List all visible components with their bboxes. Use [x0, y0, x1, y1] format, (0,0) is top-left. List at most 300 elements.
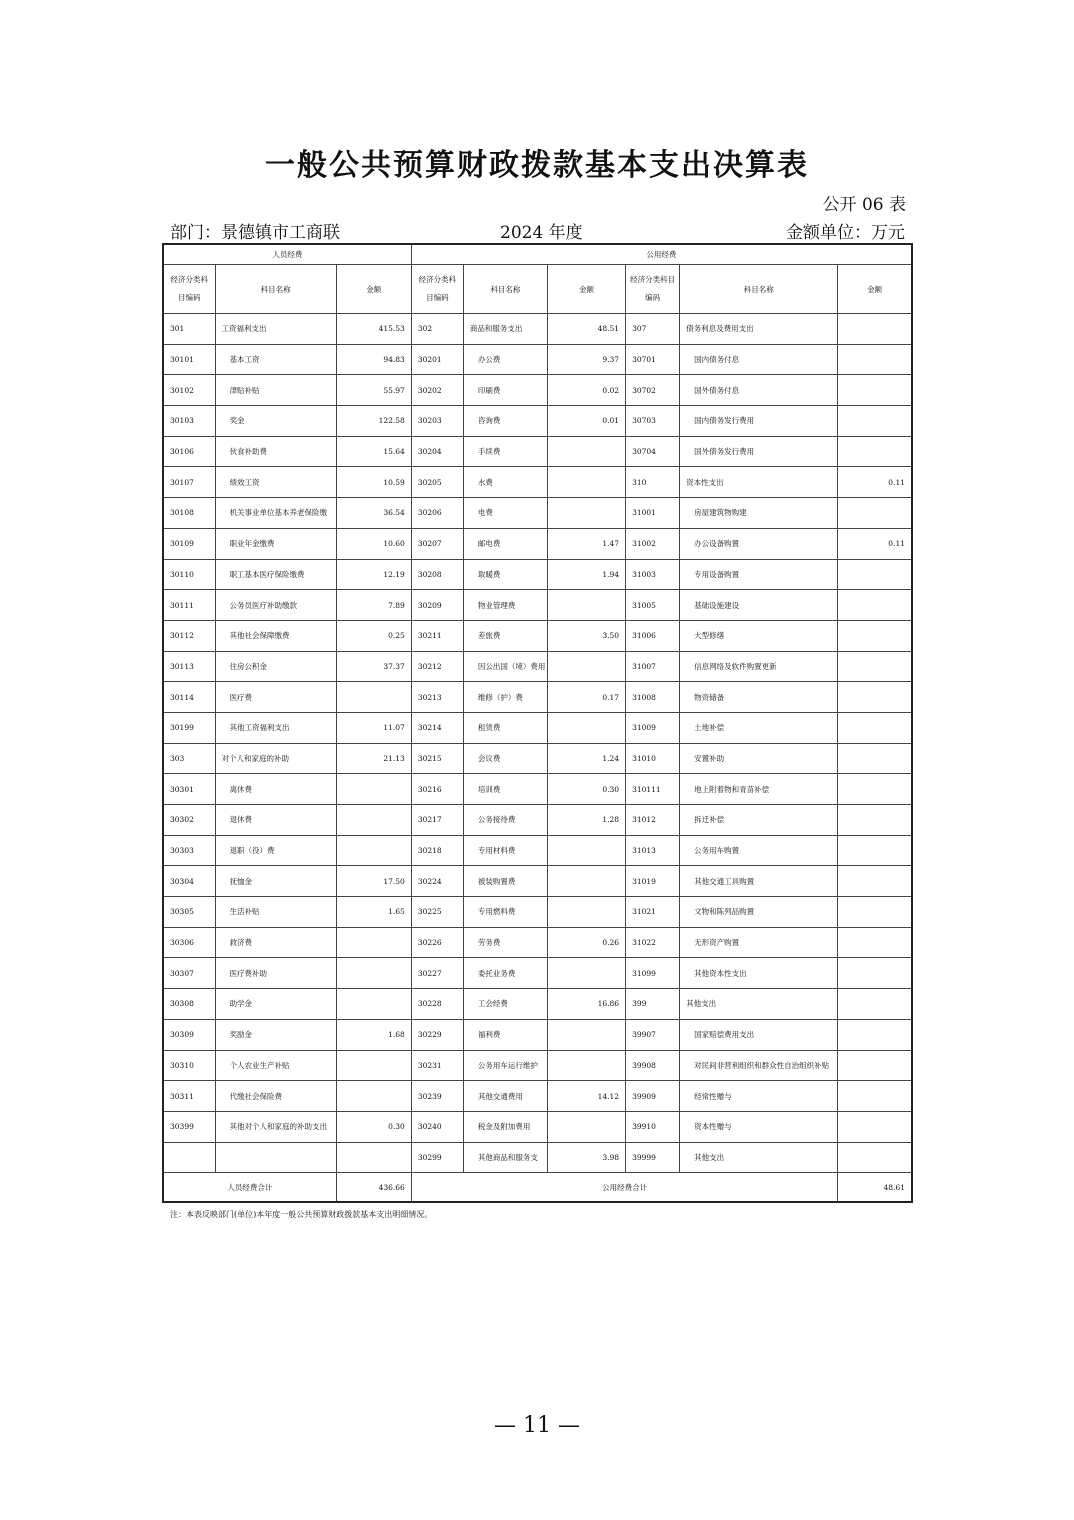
- row-name-public-a: 会议费: [463, 743, 547, 774]
- table-row: [163, 651, 912, 682]
- row-name-public-a: 培训费: [463, 774, 547, 805]
- row-amount-public-a: 3.98: [547, 1142, 625, 1173]
- row-code-public-b: 31013: [626, 835, 680, 866]
- row-amount-public-b: [838, 1142, 912, 1173]
- row-amount-personnel: 55.97: [336, 375, 411, 406]
- row-name-public-a: 商品和服务支出: [463, 314, 547, 345]
- col-header-name: 科目名称: [215, 265, 336, 314]
- table-row: [163, 498, 912, 529]
- row-code-public-b: 31022: [626, 927, 680, 958]
- row-code-public-a: 30206: [411, 498, 463, 529]
- row-name-public-b: 办公设备购置: [680, 528, 838, 559]
- row-code-personnel: 30101: [163, 344, 215, 375]
- row-amount-public-b: [838, 559, 912, 590]
- row-code-public-a: 30209: [411, 590, 463, 621]
- row-code-public-b: 30703: [626, 406, 680, 437]
- row-name-public-b: 文物和陈列品购置: [680, 897, 838, 928]
- row-name-public-b: 国外债务付息: [680, 375, 838, 406]
- fiscal-year-label: 2024 年度: [500, 223, 583, 243]
- row-name-personnel: 医疗费: [215, 682, 336, 713]
- table-row: [163, 682, 912, 713]
- row-code-public-a: 30205: [411, 467, 463, 498]
- row-code-personnel: 30308: [163, 989, 215, 1020]
- row-amount-public-a: [547, 436, 625, 467]
- row-name-public-a: 因公出国（境）费用: [463, 651, 547, 682]
- total-personnel-value: 436.66: [336, 1173, 411, 1203]
- row-name-personnel: 伙食补助费: [215, 436, 336, 467]
- row-code-public-b: 39908: [626, 1050, 680, 1081]
- row-name-personnel: 公务员医疗补助缴款: [215, 590, 336, 621]
- row-code-public-b: 31001: [626, 498, 680, 529]
- col-header-code: 经济分类科目编码: [411, 265, 463, 314]
- row-code-public-b: 31006: [626, 620, 680, 651]
- amount-unit-label: 金额单位：万元: [786, 223, 905, 243]
- row-amount-personnel: 15.64: [336, 436, 411, 467]
- row-amount-public-a: 14.12: [547, 1081, 625, 1112]
- form-number: 公开 06 表: [822, 195, 906, 215]
- row-name-public-b: 土地补偿: [680, 712, 838, 743]
- table-row: [163, 835, 912, 866]
- row-name-personnel: 其他社会保障缴费: [215, 620, 336, 651]
- row-name-public-b: 大型修缮: [680, 620, 838, 651]
- row-amount-public-b: [838, 897, 912, 928]
- row-name-public-b: 国外债务发行费用: [680, 436, 838, 467]
- row-name-public-a: 公务接待费: [463, 805, 547, 836]
- row-amount-public-a: 1.28: [547, 805, 625, 836]
- total-personnel-label: 人员经费合计: [163, 1173, 336, 1203]
- row-code-public-b: 399: [626, 989, 680, 1020]
- row-code-personnel: [163, 1142, 215, 1173]
- row-code-public-b: 30701: [626, 344, 680, 375]
- row-amount-public-a: 0.26: [547, 927, 625, 958]
- row-code-public-a: 30224: [411, 866, 463, 897]
- table-row: [163, 406, 912, 437]
- row-name-personnel: 代缴社会保险费: [215, 1081, 336, 1112]
- row-name-public-b: 地上附着物和青苗补偿: [680, 774, 838, 805]
- row-name-public-a: 专用燃料费: [463, 897, 547, 928]
- row-amount-public-a: 0.30: [547, 774, 625, 805]
- row-code-public-a: 30214: [411, 712, 463, 743]
- row-name-public-b: 其他资本性支出: [680, 958, 838, 989]
- row-amount-public-b: [838, 1019, 912, 1050]
- row-amount-public-a: [547, 866, 625, 897]
- row-code-public-a: 30211: [411, 620, 463, 651]
- col-header-name: 科目名称: [463, 265, 547, 314]
- table-row: [163, 436, 912, 467]
- row-amount-public-a: [547, 1111, 625, 1142]
- row-name-public-b: 经常性赠与: [680, 1081, 838, 1112]
- row-code-personnel: 30113: [163, 651, 215, 682]
- table-row: [163, 375, 912, 406]
- row-name-personnel: 职工基本医疗保险缴费: [215, 559, 336, 590]
- row-amount-public-a: 16.86: [547, 989, 625, 1020]
- row-code-public-a: 30213: [411, 682, 463, 713]
- row-code-public-b: 31009: [626, 712, 680, 743]
- row-name-public-b: 国内债务付息: [680, 344, 838, 375]
- row-code-public-b: 31003: [626, 559, 680, 590]
- row-name-public-a: 邮电费: [463, 528, 547, 559]
- table-row: [163, 559, 912, 590]
- table-row: [163, 590, 912, 621]
- row-code-public-a: 30240: [411, 1111, 463, 1142]
- row-amount-public-b: [838, 805, 912, 836]
- row-amount-personnel: [336, 682, 411, 713]
- table-body: [163, 314, 912, 1173]
- row-name-personnel: 绩效工资: [215, 467, 336, 498]
- row-amount-public-b: [838, 743, 912, 774]
- row-name-personnel: 奖励金: [215, 1019, 336, 1050]
- group-header-row: [163, 244, 912, 265]
- row-amount-public-b: [838, 712, 912, 743]
- row-code-public-a: 30226: [411, 927, 463, 958]
- row-name-public-a: 工会经费: [463, 989, 547, 1020]
- row-name-public-b: 资本性赠与: [680, 1111, 838, 1142]
- row-code-personnel: 30399: [163, 1111, 215, 1142]
- row-name-public-b: 公务用车购置: [680, 835, 838, 866]
- row-name-public-a: 劳务费: [463, 927, 547, 958]
- row-amount-public-b: [838, 314, 912, 345]
- row-amount-personnel: 7.89: [336, 590, 411, 621]
- row-amount-public-a: 1.47: [547, 528, 625, 559]
- row-name-public-a: 取暖费: [463, 559, 547, 590]
- row-name-public-a: 专用材料费: [463, 835, 547, 866]
- table-row: [163, 958, 912, 989]
- row-amount-personnel: 37.37: [336, 651, 411, 682]
- table-row: [163, 314, 912, 345]
- row-amount-public-a: 48.51: [547, 314, 625, 345]
- row-code-personnel: 30305: [163, 897, 215, 928]
- row-name-public-a: 税金及附加费用: [463, 1111, 547, 1142]
- row-amount-personnel: [336, 1081, 411, 1112]
- row-amount-personnel: 36.54: [336, 498, 411, 529]
- row-code-personnel: 30108: [163, 498, 215, 529]
- table-row: [163, 1142, 912, 1173]
- row-name-public-a: 公务用车运行维护: [463, 1050, 547, 1081]
- row-amount-personnel: 11.07: [336, 712, 411, 743]
- row-code-public-a: 30203: [411, 406, 463, 437]
- row-code-public-b: 39907: [626, 1019, 680, 1050]
- row-code-public-b: 30702: [626, 375, 680, 406]
- row-name-public-b: 无形资产购置: [680, 927, 838, 958]
- col-header-name: 科目名称: [680, 265, 838, 314]
- row-code-public-a: 30212: [411, 651, 463, 682]
- row-amount-public-b: [838, 682, 912, 713]
- row-name-public-b: 信息网络及软件购置更新: [680, 651, 838, 682]
- row-amount-personnel: 10.59: [336, 467, 411, 498]
- row-name-public-b: 专用设备购置: [680, 559, 838, 590]
- row-name-public-a: 水费: [463, 467, 547, 498]
- row-name-public-b: 其他支出: [680, 989, 838, 1020]
- table-meta-line: [170, 218, 905, 242]
- row-name-public-a: 维修（护）费: [463, 682, 547, 713]
- row-name-personnel: 奖金: [215, 406, 336, 437]
- table-row: [163, 528, 912, 559]
- row-code-public-a: 30239: [411, 1081, 463, 1112]
- row-name-public-a: 其他商品和服务支: [463, 1142, 547, 1173]
- row-code-public-a: 302: [411, 314, 463, 345]
- row-amount-public-a: [547, 498, 625, 529]
- row-name-public-a: 咨询费: [463, 406, 547, 437]
- row-code-public-a: 30231: [411, 1050, 463, 1081]
- row-name-public-a: 办公费: [463, 344, 547, 375]
- row-amount-public-a: 0.17: [547, 682, 625, 713]
- row-amount-public-b: [838, 651, 912, 682]
- row-name-public-b: 对民间非营利组织和群众性自治组织补贴: [680, 1050, 838, 1081]
- row-amount-public-a: [547, 712, 625, 743]
- row-code-public-a: 30217: [411, 805, 463, 836]
- row-amount-public-a: [547, 1050, 625, 1081]
- table-row: [163, 927, 912, 958]
- table-row: [163, 1050, 912, 1081]
- row-amount-personnel: [336, 774, 411, 805]
- row-name-personnel: 退职（役）费: [215, 835, 336, 866]
- row-code-public-a: 30201: [411, 344, 463, 375]
- col-header-amount: 金额: [547, 265, 625, 314]
- column-header-row: [163, 265, 912, 314]
- row-amount-public-b: [838, 835, 912, 866]
- row-code-public-b: 31005: [626, 590, 680, 621]
- row-name-public-a: 委托业务费: [463, 958, 547, 989]
- row-amount-personnel: 1.68: [336, 1019, 411, 1050]
- row-amount-public-b: [838, 590, 912, 621]
- total-row: [163, 1173, 912, 1203]
- row-name-personnel: 对个人和家庭的补助: [215, 743, 336, 774]
- page-title: 一般公共预算财政拨款基本支出决算表: [265, 148, 809, 183]
- table-row: [163, 805, 912, 836]
- row-amount-public-a: [547, 590, 625, 621]
- row-amount-personnel: 17.50: [336, 866, 411, 897]
- row-code-personnel: 30110: [163, 559, 215, 590]
- row-amount-personnel: [336, 1050, 411, 1081]
- table-row: [163, 774, 912, 805]
- row-name-public-a: 电费: [463, 498, 547, 529]
- row-amount-public-a: 9.37: [547, 344, 625, 375]
- table-row: [163, 1019, 912, 1050]
- row-code-personnel: 30112: [163, 620, 215, 651]
- row-name-public-b: 资本性支出: [680, 467, 838, 498]
- table-row: [163, 344, 912, 375]
- row-amount-personnel: 1.65: [336, 897, 411, 928]
- row-name-public-b: 拆迁补偿: [680, 805, 838, 836]
- table-row: [163, 989, 912, 1020]
- row-amount-public-a: 1.94: [547, 559, 625, 590]
- row-code-personnel: 30199: [163, 712, 215, 743]
- row-amount-public-a: 0.02: [547, 375, 625, 406]
- department-label: 部门：景德镇市工商联: [170, 223, 340, 243]
- table-row: [163, 467, 912, 498]
- row-amount-public-b: [838, 406, 912, 437]
- row-amount-public-b: [838, 774, 912, 805]
- row-code-public-b: 39909: [626, 1081, 680, 1112]
- row-name-personnel: 基本工资: [215, 344, 336, 375]
- row-name-personnel: 救济费: [215, 927, 336, 958]
- row-code-personnel: 30310: [163, 1050, 215, 1081]
- row-amount-personnel: 0.30: [336, 1111, 411, 1142]
- row-code-public-b: 39910: [626, 1111, 680, 1142]
- row-name-personnel: 职业年金缴费: [215, 528, 336, 559]
- total-public-value: 48.61: [838, 1173, 912, 1203]
- row-code-personnel: 30102: [163, 375, 215, 406]
- row-amount-personnel: 122.58: [336, 406, 411, 437]
- row-code-public-a: 30225: [411, 897, 463, 928]
- row-amount-personnel: [336, 805, 411, 836]
- row-amount-public-a: 0.01: [547, 406, 625, 437]
- table-row: [163, 712, 912, 743]
- table-row: [163, 1111, 912, 1142]
- row-code-public-a: 30216: [411, 774, 463, 805]
- row-name-personnel: 机关事业单位基本养老保险缴: [215, 498, 336, 529]
- row-code-personnel: 30111: [163, 590, 215, 621]
- row-code-public-b: 31010: [626, 743, 680, 774]
- row-amount-personnel: [336, 958, 411, 989]
- row-code-public-a: 30202: [411, 375, 463, 406]
- row-name-public-a: 手续费: [463, 436, 547, 467]
- row-amount-public-b: [838, 498, 912, 529]
- row-name-personnel: 住房公积金: [215, 651, 336, 682]
- row-name-public-b: 房屋建筑物购建: [680, 498, 838, 529]
- row-name-public-b: 安置补助: [680, 743, 838, 774]
- row-name-personnel: 津贴补贴: [215, 375, 336, 406]
- row-code-personnel: 30302: [163, 805, 215, 836]
- row-name-public-a: 差旅费: [463, 620, 547, 651]
- row-code-personnel: 30303: [163, 835, 215, 866]
- row-code-personnel: 30304: [163, 866, 215, 897]
- col-header-code: 经济分类科目编码: [626, 265, 680, 314]
- row-code-personnel: 30309: [163, 1019, 215, 1050]
- row-name-public-b: 物资储备: [680, 682, 838, 713]
- table-row: [163, 743, 912, 774]
- row-code-public-a: 30207: [411, 528, 463, 559]
- row-amount-public-a: 1.24: [547, 743, 625, 774]
- row-code-personnel: 30311: [163, 1081, 215, 1112]
- row-code-public-b: 31012: [626, 805, 680, 836]
- row-code-public-a: 30229: [411, 1019, 463, 1050]
- row-code-public-a: 30299: [411, 1142, 463, 1173]
- row-code-personnel: 301: [163, 314, 215, 345]
- row-code-personnel: 30107: [163, 467, 215, 498]
- row-amount-public-b: [838, 989, 912, 1020]
- row-name-personnel: 助学金: [215, 989, 336, 1020]
- row-name-public-b: 其他支出: [680, 1142, 838, 1173]
- row-code-public-a: 30227: [411, 958, 463, 989]
- row-amount-public-a: 3.50: [547, 620, 625, 651]
- row-amount-personnel: [336, 835, 411, 866]
- row-code-public-b: 31099: [626, 958, 680, 989]
- row-name-personnel: 退休费: [215, 805, 336, 836]
- row-code-personnel: 30109: [163, 528, 215, 559]
- group-header-personnel: 人员经费: [163, 244, 411, 265]
- row-code-public-b: 307: [626, 314, 680, 345]
- row-code-public-b: 30704: [626, 436, 680, 467]
- row-amount-public-b: [838, 436, 912, 467]
- row-name-personnel: 生活补贴: [215, 897, 336, 928]
- row-amount-public-a: [547, 835, 625, 866]
- row-name-personnel: 其他工资福利支出: [215, 712, 336, 743]
- row-code-public-b: 31007: [626, 651, 680, 682]
- row-amount-personnel: 415.53: [336, 314, 411, 345]
- row-amount-public-b: [838, 958, 912, 989]
- row-amount-public-a: [547, 958, 625, 989]
- row-code-personnel: 30103: [163, 406, 215, 437]
- row-amount-public-b: [838, 866, 912, 897]
- row-name-public-b: 债务利息及费用支出: [680, 314, 838, 345]
- row-name-public-a: 物业管理费: [463, 590, 547, 621]
- row-code-public-b: 310: [626, 467, 680, 498]
- row-name-personnel: 个人农业生产补贴: [215, 1050, 336, 1081]
- row-code-public-b: 39999: [626, 1142, 680, 1173]
- row-amount-personnel: 21.13: [336, 743, 411, 774]
- row-code-personnel: 303: [163, 743, 215, 774]
- row-code-public-a: 30215: [411, 743, 463, 774]
- col-header-code: 经济分类科目编码: [163, 265, 215, 314]
- table-row: [163, 1081, 912, 1112]
- row-name-public-a: 租赁费: [463, 712, 547, 743]
- row-amount-public-b: [838, 1050, 912, 1081]
- row-name-public-b: 国内债务发行费用: [680, 406, 838, 437]
- row-amount-public-a: [547, 897, 625, 928]
- row-amount-personnel: [336, 1142, 411, 1173]
- row-amount-personnel: 0.25: [336, 620, 411, 651]
- row-name-public-b: 国家赔偿费用支出: [680, 1019, 838, 1050]
- row-amount-public-a: [547, 467, 625, 498]
- row-code-public-b: 31002: [626, 528, 680, 559]
- row-name-personnel: 抚恤金: [215, 866, 336, 897]
- table-row: [163, 620, 912, 651]
- row-name-public-a: 其他交通费用: [463, 1081, 547, 1112]
- col-header-amount: 金额: [336, 265, 411, 314]
- row-amount-public-b: [838, 344, 912, 375]
- row-name-public-a: 被装购置费: [463, 866, 547, 897]
- row-code-public-a: 30228: [411, 989, 463, 1020]
- row-name-personnel: 其他对个人和家庭的补助支出: [215, 1111, 336, 1142]
- row-amount-public-b: [838, 927, 912, 958]
- group-header-public: 公用经费: [411, 244, 912, 265]
- row-name-personnel: 离休费: [215, 774, 336, 805]
- row-name-public-b: 其他交通工具购置: [680, 866, 838, 897]
- row-amount-personnel: 12.19: [336, 559, 411, 590]
- row-name-public-b: 基础设施建设: [680, 590, 838, 621]
- row-code-public-b: 310111: [626, 774, 680, 805]
- row-amount-public-b: 0.11: [838, 467, 912, 498]
- row-name-personnel: 医疗费补助: [215, 958, 336, 989]
- row-amount-personnel: 10.60: [336, 528, 411, 559]
- row-code-public-b: 31019: [626, 866, 680, 897]
- row-code-public-a: 30208: [411, 559, 463, 590]
- table-row: [163, 866, 912, 897]
- row-amount-public-b: [838, 620, 912, 651]
- row-code-public-b: 31021: [626, 897, 680, 928]
- row-name-personnel: 工资福利支出: [215, 314, 336, 345]
- table-footnote: 注：本表反映部门(单位)本年度一般公共预算财政拨款基本支出明细情况。: [170, 1210, 433, 1219]
- basic-expenditure-table: [162, 243, 913, 1203]
- col-header-amount: 金额: [838, 265, 912, 314]
- row-amount-public-a: [547, 1019, 625, 1050]
- row-amount-public-b: [838, 1111, 912, 1142]
- row-code-public-b: 31008: [626, 682, 680, 713]
- row-name-public-a: 福利费: [463, 1019, 547, 1050]
- row-amount-personnel: [336, 927, 411, 958]
- row-name-public-a: 印刷费: [463, 375, 547, 406]
- row-amount-personnel: 94.83: [336, 344, 411, 375]
- row-code-personnel: 30106: [163, 436, 215, 467]
- row-code-personnel: 30114: [163, 682, 215, 713]
- page-number: — 11 —: [494, 1413, 580, 1438]
- row-amount-public-b: 0.11: [838, 528, 912, 559]
- row-name-personnel: [215, 1142, 336, 1173]
- row-code-personnel: 30301: [163, 774, 215, 805]
- row-amount-personnel: [336, 989, 411, 1020]
- row-code-public-a: 30218: [411, 835, 463, 866]
